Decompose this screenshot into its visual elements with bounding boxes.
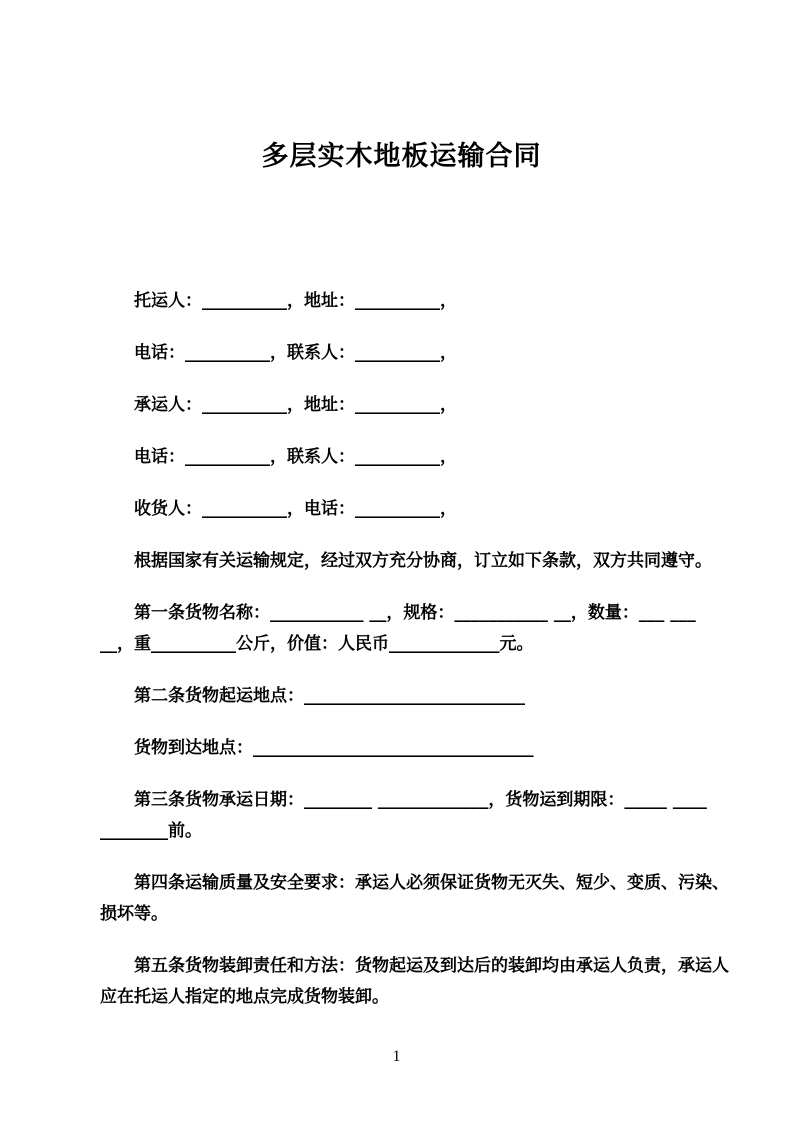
page-number: 1 (392, 1048, 401, 1065)
paragraph-clause-2-origin (100, 681, 703, 712)
text-line: 电话：__________，联系人：__________， (134, 343, 457, 363)
paragraph-shipper (100, 286, 703, 317)
paragraph-shipper-phone (100, 338, 703, 369)
text-line: __，重__________公斤，价值：人民币_____________元。 (100, 634, 534, 654)
text-line: 第三条货物承运日期：________ _____________，货物运到期限：_____ ____ (134, 790, 707, 810)
paragraph-consignee (100, 494, 703, 525)
text-line: 电话：__________，联系人：__________， (134, 447, 457, 467)
text-line: 第五条货物装卸责任和方法：货物起运及到达后的装卸均由承运人负责，承运人 (134, 956, 729, 976)
text-line: 第二条货物起运地点：__________________________ (134, 686, 525, 706)
paragraph-clause-5 (100, 951, 729, 1013)
text-line: 第一条货物名称：___________ __，规格：___________ __，数量：___ ___ (134, 603, 696, 623)
text-line: 第四条运输质量及安全要求：承运人必须保证货物无灭失、短少、变质、污染、 (134, 873, 729, 893)
text-line: 根据国家有关运输规定，经过双方充分协商，订立如下条款，双方共同遵守。 (134, 551, 712, 571)
paragraph-preamble (100, 546, 712, 577)
text-line: 应在托运人指定的地点完成货物装卸。 (100, 987, 389, 1007)
document-body (100, 286, 729, 1013)
paragraph-carrier-phone (100, 442, 703, 473)
text-line: 承运人：__________，地址：__________， (134, 395, 457, 415)
text-line: 收货人：__________，电话：__________， (134, 499, 457, 519)
paragraph-clause-2-destination (100, 733, 703, 764)
text-line: 损坏等。 (100, 904, 168, 924)
paragraph-clause-3 (100, 785, 707, 847)
text-line: 托运人：__________，地址：__________， (134, 291, 457, 311)
text-line: ________前。 (100, 821, 202, 841)
paragraph-clause-1 (100, 598, 703, 660)
text-line: 货物到达地点：_________________________________ (134, 738, 534, 758)
paragraph-carrier (100, 390, 703, 421)
paragraph-clause-4 (100, 868, 729, 930)
document-title: 多层实木地板运输合同 (261, 141, 542, 172)
